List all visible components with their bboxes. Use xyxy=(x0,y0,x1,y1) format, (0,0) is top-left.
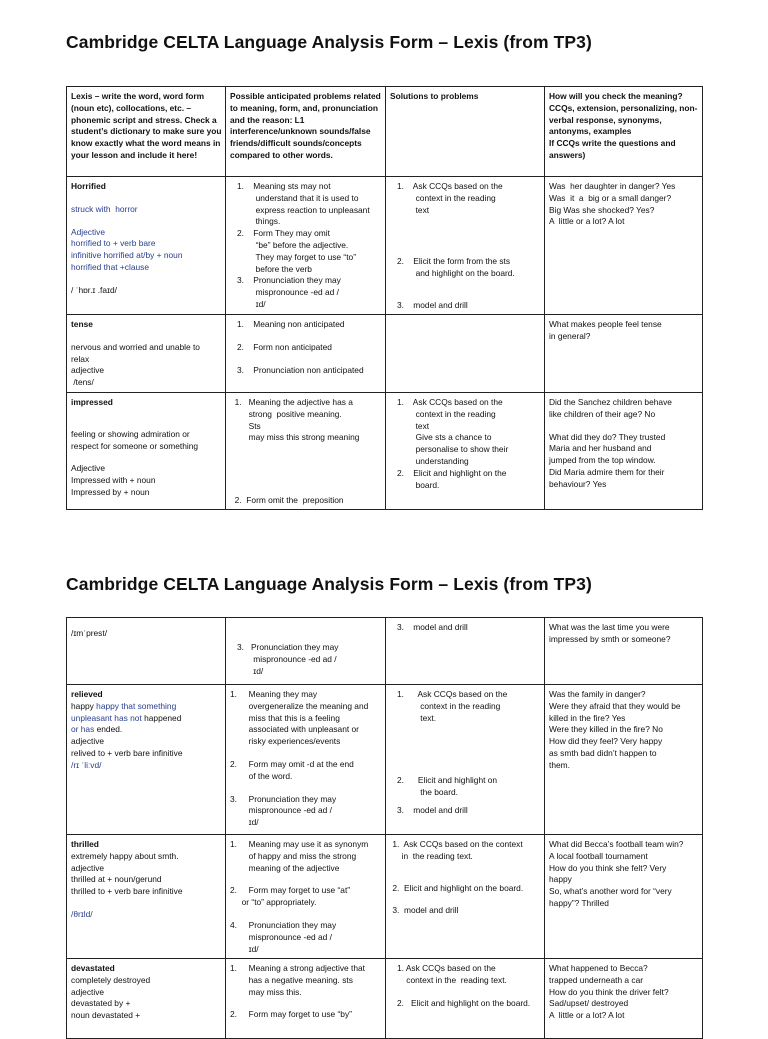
cell-solutions xyxy=(386,618,545,685)
ccq-line: What was the last time you were xyxy=(549,622,670,632)
problem-line: things. xyxy=(230,216,281,227)
table-row-impressed xyxy=(67,393,703,510)
cell-solutions xyxy=(386,959,545,1039)
problem-line: mispronounce -ed ad / xyxy=(230,931,332,942)
cell-ccq xyxy=(545,393,703,510)
solution-line: in the reading text. xyxy=(390,850,473,861)
ccq-line: So, what’s another word for “very xyxy=(549,886,672,897)
problem-line: has a negative meaning. sts xyxy=(230,974,353,985)
ccq-line: Did Maria admire them for their xyxy=(549,466,665,477)
cell-solutions xyxy=(386,685,545,835)
problem-line: ɪd/ xyxy=(230,298,266,309)
ccq-line: as smth bad didn’t happen to xyxy=(549,747,657,758)
ccq-line: Was the family in danger? xyxy=(549,689,646,699)
cell-ccq xyxy=(545,835,703,959)
ccq-line: What did they do? They trusted xyxy=(549,431,666,442)
lexis-line: adjective xyxy=(71,365,105,376)
solution-line: 3. model and drill xyxy=(390,622,468,632)
problem-line: strong positive meaning. xyxy=(230,408,342,419)
problem-line: understand that it is used to xyxy=(230,192,359,203)
lexis-line: extremely happy about smth. xyxy=(71,850,179,861)
lexis-analysis-table-1 xyxy=(66,86,703,510)
solution-line: text xyxy=(390,420,430,431)
table-row-devastated xyxy=(67,959,703,1039)
solution-line: understanding xyxy=(390,455,469,466)
table-row-relieved xyxy=(67,685,703,835)
problem-line: ɪd/ xyxy=(230,665,264,676)
solution-line: 2. Elicit the form from the sts xyxy=(390,256,511,267)
definition-part: happened xyxy=(141,712,182,723)
lexis-line: adjective xyxy=(71,986,105,997)
lexis-line: thrilled at + noun/gerund xyxy=(71,874,162,885)
phonemic-script: /θrɪld/ xyxy=(71,908,93,919)
ccq-line: What makes people feel tense xyxy=(549,319,662,329)
lexis-line: completely destroyed xyxy=(71,974,151,985)
ccq-line: happy”? Thrilled xyxy=(549,897,609,908)
lexis-line: thrilled to + verb bare infinitive xyxy=(71,886,183,897)
ccq-line: What did Becca’s football team win? xyxy=(549,839,684,849)
ccq-line: trapped underneath a car xyxy=(549,974,644,985)
problem-line: may miss this. xyxy=(230,986,302,997)
phonemic-script: /tens/ xyxy=(71,377,94,388)
definition-part: or has xyxy=(71,724,95,735)
ccq-line: A little or a lot? A lot xyxy=(549,216,625,227)
solution-line: 2. Elicit and highlight on xyxy=(390,775,498,786)
solution-line: 1. Ask CCQs based on the xyxy=(390,181,503,191)
problem-line: 3. Pronunciation they may xyxy=(230,642,339,652)
problem-line: express reaction to unpleasant xyxy=(230,204,370,215)
cell-ccq xyxy=(545,315,703,393)
solution-line: text. xyxy=(390,712,437,723)
word-label: tense xyxy=(71,319,93,329)
problem-line: 2. Form may forget to use “at” xyxy=(230,885,351,896)
problem-line: 2. Form may omit -d at the end xyxy=(230,758,354,769)
ccq-line: Were they killed in the fire? No xyxy=(549,724,663,735)
cell-ccq xyxy=(545,685,703,835)
problem-line: 1. Meaning a strong adjective that xyxy=(230,963,366,973)
problem-line: 2. Form omit the preposition xyxy=(230,495,344,506)
solution-line: 3. model and drill xyxy=(390,905,459,916)
problem-line: mispronounce -ed ad / xyxy=(230,653,337,664)
definition-part: happy that something xyxy=(96,700,177,711)
solution-line: 1. Ask CCQs based on the xyxy=(390,397,503,407)
table-row-thrilled xyxy=(67,835,703,959)
lexis-line: Adjective xyxy=(71,463,105,474)
header-solutions: Solutions to problems xyxy=(386,87,545,177)
lexis-line: relax xyxy=(71,353,90,364)
lexis-line: relived to + verb bare infinitive xyxy=(71,747,183,758)
solution-line: 1. Ask CCQs based on the xyxy=(390,963,496,973)
cell-problems xyxy=(226,177,386,315)
problem-line: ɪd/ xyxy=(230,943,259,954)
header-check-meaning: How will you check the meaning? CCQs, extension, personalizing, non-verbal response, synonyms, antonyms, examples If CCQs write the questions and answers) xyxy=(545,87,703,177)
ccq-line: Sad/upset/ destroyed xyxy=(549,998,629,1009)
lexis-line: infinitive horrified at/by + noun xyxy=(71,250,183,261)
problem-line: 1. Meaning sts may not xyxy=(230,181,331,191)
definition-line xyxy=(71,724,222,736)
solution-line: 2. Elicit and highlight on the xyxy=(390,467,507,478)
solution-line: board. xyxy=(390,479,440,490)
solution-line: context in the reading xyxy=(390,408,496,419)
ccq-line: How did they feel? Very happy xyxy=(549,736,663,747)
word-label: thrilled xyxy=(71,839,99,849)
solution-line: 2. Elicit and highlight on the board. xyxy=(390,882,524,893)
ccq-line: killed in the fire? Yes xyxy=(549,712,626,723)
problem-line: 3. Pronunciation they may xyxy=(230,793,337,804)
word-label: impressed xyxy=(71,397,113,407)
ccq-line: them. xyxy=(549,759,570,770)
word-label: Horrified xyxy=(71,181,106,191)
lexis-line: noun devastated + xyxy=(71,1010,141,1021)
header-lexis: Lexis – write the word, word form (noun etc), collocations, etc. – phonemic script and stress. Check a student’s dictionary to make sure you know exactly what the word means in your lesson and include it here! xyxy=(67,87,226,177)
cell-solutions xyxy=(386,393,545,510)
phonemic-script: /ɪmˈprest/ xyxy=(71,628,108,638)
definition-line xyxy=(71,713,222,725)
ccq-line: What happened to Becca? xyxy=(549,963,648,973)
page-title-2: Cambridge CELTA Language Analysis Form – Lexis (from TP3) xyxy=(66,574,592,594)
solution-line: the board. xyxy=(390,787,458,798)
ccq-line: Big Was she shocked? Yes? xyxy=(549,204,655,215)
cell-solutions xyxy=(386,177,545,315)
ccq-line: A local football tournament xyxy=(549,850,648,861)
solution-line: 1. Ask CCQs based on the xyxy=(390,689,508,699)
word-label: relieved xyxy=(71,689,103,699)
solution-line: context in the reading xyxy=(390,192,496,203)
cell-ccq xyxy=(545,177,703,315)
lexis-line: horrified to + verb bare xyxy=(71,238,156,249)
cell-lexis xyxy=(67,685,226,835)
problem-line: of happy and miss the strong xyxy=(230,850,357,861)
solution-line: text xyxy=(390,204,430,215)
problem-line: mispronounce -ed ad / xyxy=(230,805,332,816)
ccq-line: A little or a lot? A lot xyxy=(549,1010,625,1021)
cell-solutions xyxy=(386,315,545,393)
cell-problems xyxy=(226,685,386,835)
cell-lexis xyxy=(67,393,226,510)
problem-line: 2. Form may forget to use “by” xyxy=(230,1009,352,1020)
ccq-line: Were they afraid that they would be xyxy=(549,700,681,711)
solution-line: context in the reading xyxy=(390,700,501,711)
problem-line: meaning of the adjective xyxy=(230,862,340,873)
problem-line: 1. Meaning may use it as synonym xyxy=(230,839,369,849)
lexis-line: feeling or showing admiration or xyxy=(71,428,190,439)
solution-line: context in the reading text. xyxy=(390,974,507,985)
problem-line: ɪd/ xyxy=(230,817,259,828)
lexis-line: Adjective xyxy=(71,226,105,237)
problem-line: 3. Pronunciation non anticipated xyxy=(230,364,364,375)
problem-line: may miss this strong meaning xyxy=(230,432,360,443)
ccq-line: jumped from the top window. xyxy=(549,455,656,466)
cell-problems xyxy=(226,315,386,393)
problem-line: or “to” appropriately. xyxy=(230,897,317,908)
ccq-line: Was it a big or a small danger? xyxy=(549,192,672,203)
ccq-line: happy xyxy=(549,874,572,885)
definition: struck with horror xyxy=(71,203,138,214)
solution-line: Give sts a chance to xyxy=(390,432,492,443)
problem-line: risky experiences/events xyxy=(230,736,341,747)
ccq-line: behaviour? Yes xyxy=(549,478,607,489)
phonemic-script: /rɪ ˈliːvd/ xyxy=(71,759,102,770)
cell-lexis xyxy=(67,835,226,959)
lexis-line: respect for someone or something xyxy=(71,440,199,451)
cell-ccq xyxy=(545,959,703,1039)
problem-line: 2. Form non anticipated xyxy=(230,341,332,352)
lexis-line: Impressed with + noun xyxy=(71,475,156,486)
lexis-line: adjective xyxy=(71,862,105,873)
problem-line: They may forget to use “to” xyxy=(230,251,356,262)
problem-line: before the verb xyxy=(230,263,312,274)
lexis-line: devastated by + xyxy=(71,998,131,1009)
problem-line: 3. Pronunciation they may xyxy=(230,275,341,286)
problem-line: associated with unpleasant or xyxy=(230,724,359,735)
header-problems: Possible anticipated problems related to meaning, form, and, pronunciation and the reason: L1 interference/unknown sounds/false friends/difficult sounds/concepts compared to other words. xyxy=(226,87,386,177)
solution-line: 2. Elicit and highlight on the board. xyxy=(390,997,531,1008)
problem-line: “be” before the adjective. xyxy=(230,239,349,250)
lexis-line: nervous and worried and unable to xyxy=(71,341,200,352)
problem-line: 1. Meaning the adjective has a xyxy=(230,397,353,407)
ccq-line: Maria and her husband and xyxy=(549,443,652,454)
cell-lexis xyxy=(67,177,226,315)
lexis-line: Impressed by + noun xyxy=(71,486,150,497)
cell-problems xyxy=(226,393,386,510)
ccq-line: Did the Sanchez children behave xyxy=(549,397,672,407)
problem-line: 4. Pronunciation they may xyxy=(230,919,337,930)
table-header-row xyxy=(67,87,703,177)
ccq-line: like children of their age? No xyxy=(549,408,656,419)
ccq-line: How do you think she felt? Very xyxy=(549,862,667,873)
cell-lexis xyxy=(67,959,226,1039)
solution-line: 3. model and drill xyxy=(390,804,468,815)
solution-line: personalise to show their xyxy=(390,444,509,455)
ccq-line: Was her daughter in danger? Yes xyxy=(549,181,676,191)
cell-ccq xyxy=(545,618,703,685)
word-label: devastated xyxy=(71,963,115,973)
ccq-line: in general? xyxy=(549,330,591,341)
solution-line: 1. Ask CCQs based on the context xyxy=(390,839,523,849)
problem-line: of the word. xyxy=(230,770,293,781)
problem-line: miss that this is a feeling xyxy=(230,712,340,723)
cell-problems xyxy=(226,835,386,959)
problem-line: Sts xyxy=(230,420,261,431)
problem-line: 1. Meaning they may xyxy=(230,689,318,699)
table-row-tense xyxy=(67,315,703,393)
page-title-1: Cambridge CELTA Language Analysis Form – Lexis (from TP3) xyxy=(66,32,592,52)
problem-line: overgeneralize the meaning and xyxy=(230,700,369,711)
cell-lexis xyxy=(67,315,226,393)
cell-problems xyxy=(226,618,386,685)
ccq-line: How do you think the driver felt? xyxy=(549,986,669,997)
solution-line: and highlight on the board. xyxy=(390,268,515,279)
solution-line: 3. model and drill xyxy=(390,299,468,310)
lexis-analysis-table-2 xyxy=(66,617,703,1039)
lexis-line: adjective xyxy=(71,736,105,747)
definition-part: ended. xyxy=(94,724,123,735)
ccq-line: impressed by smth or someone? xyxy=(549,633,671,644)
cell-solutions xyxy=(386,835,545,959)
phonemic-script: / ˈhɒr.ɪ .faɪd/ xyxy=(71,284,117,295)
lexis-line: horrified that +clause xyxy=(71,261,149,272)
problem-line: 2. Form They may omit xyxy=(230,228,330,239)
cell-lexis xyxy=(67,618,226,685)
table-row-horrified xyxy=(67,177,703,315)
definition-line: happy happy that something xyxy=(71,700,177,711)
definition-part: unpleasant has not xyxy=(71,712,142,723)
table-row-impressed-continued xyxy=(67,618,703,685)
problem-line: mispronounce -ed ad / xyxy=(230,287,339,298)
cell-problems xyxy=(226,959,386,1039)
problem-line: 1. Meaning non anticipated xyxy=(230,319,345,329)
